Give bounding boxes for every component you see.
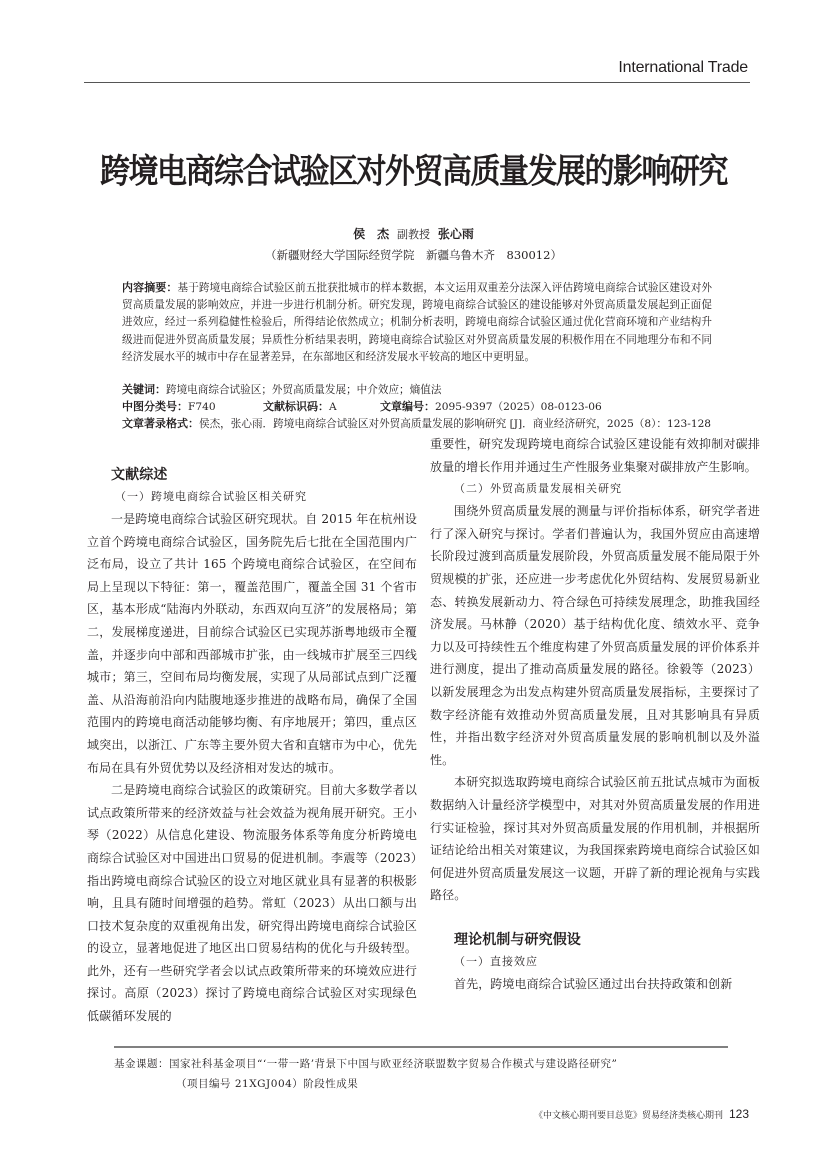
abstract xyxy=(122,279,712,366)
author-name: 侯 杰 xyxy=(353,227,390,241)
classification-line xyxy=(122,398,722,416)
paragraph: 首先，跨境电商综合试验区通过出台扶持政策和创新 xyxy=(454,976,733,991)
section-heading: 理论机制与研究假设 xyxy=(454,931,581,948)
author-rank: 副教授 xyxy=(397,228,430,241)
section-label: International Trade xyxy=(618,59,748,76)
paragraph: 本研究拟选取跨境电商综合试验区前五批试点城市为面板数据纳入计量经济学模型中，对其对外贸高质量发展的作用进行实证检验，探讨其对外贸高质量发展的作用机制，并根据所证结论给出相关对策建议，为我国探索跨境电商综合试验区如何促进外贸高质量发展这一议题，开辟了新的理论视角与实践路径。 xyxy=(430,775,760,903)
left-column xyxy=(87,464,417,1028)
affiliation: （新疆财经大学国际经贸学院 新疆乌鲁木齐 830012） xyxy=(265,248,562,262)
paragraph: 重要性，研究发现跨境电商综合试验区建设能有效抑制对碳排放量的增长作用并通过生产性服务业集聚对碳排放产生影响。 xyxy=(430,437,760,474)
paragraph: 一是跨境电商综合试验区研究现状。自 2015 年在杭州设立首个跨境电商综合试验区，国务院先后七批在全国范围内广泛布局，设立了共计 165 个跨境电商综合试验区，在空间布局上呈现以下特征：第一，覆盖范围广，覆盖全国 31 个省市区，基本形成“陆海内外联动，东西双向互济”的发展格局；第二，发展梯度递进，目前综合试验区已实现苏浙粤地级市全覆盖，并逐步向中部和西部城市扩张，由一线城市扩展至三四线城市；第三，空间布局均衡发展，实现了从局部试点到广泛覆盖、从沿海前沿向内陆腹地逐步推进的战略布局，确保了全国范围内的跨境电商活动能够均衡、有序地展开；第四，重点区域突出，以浙江、广东等主要外贸大省和直辖市为中心，优先布局在具有外贸优势以及经济相对发达的城市。 xyxy=(87,512,417,775)
running-header xyxy=(84,58,750,83)
author-line xyxy=(0,225,827,242)
subsection-heading: （一）跨境电商综合试验区相关研究 xyxy=(115,490,307,503)
abstract-label: 内容摘要： xyxy=(122,281,178,294)
funding-note xyxy=(114,1054,617,1094)
page-number: 123 xyxy=(728,1107,749,1121)
page-footer xyxy=(534,1107,749,1121)
paragraph: 围绕外贸高质量发展的测量与评价指标体系，研究学者进行了深入研究与探讨。学者们普遍认为，我国外贸应由高速增长阶段过渡到高质量发展阶段，外贸高质量发展不能局限于外贸规模的扩张，还应进一步考虑优化外贸结构、发展贸易新业态、转换发展新动力、符合绿色可持续发展理念，助推我国经济发展。马林静（2020）基于结构优化度、绩效水平、竞争力以及可持续性五个维度构建了外贸高质量发展的评价体系并进行测度，提出了推动高质量发展的路径。徐毅等（2023）以新发展理念为出发点构建外贸高质量发展指标，主要探讨了数字经济能有效推动外贸高质量发展，且对其影响具有异质性，并指出数字经济对外贸高质量发展的影响机制以及外溢性。 xyxy=(430,504,760,767)
clc-value: F740 xyxy=(188,401,216,413)
article-title: 跨境电商综合试验区对外贸高质量发展的影响研究 xyxy=(100,152,727,192)
article-no-label: 文章编号： xyxy=(380,400,435,413)
abstract-text: 基于跨境电商综合试验区前五批获批城市的样本数据，本文运用双重差分法深入评估跨境电商综合试验区建设对外贸高质量发展的影响效应，并进一步进行机制分析。研究发现，跨境电商综合试验区的建设能够对外贸高质量发展起到正面促进效应，经过一系列稳健性检验后，所得结论依然成立；机制分析表明，跨境电商综合试验区通过优化营商环境和产业结构升级进而促进外贸高质量发展；异质性分析结果表明，跨境电商综合试验区对外贸高质量发展的积极作用在不同地理分布和不同经济发展水平的城市中存在显著差异，在东部地区和经济发展水平较高的地区中更明显。 xyxy=(122,282,713,363)
subsection-heading: （一）直接效应 xyxy=(454,954,538,968)
footnote-divider xyxy=(114,1046,728,1048)
paragraph: 二是跨境电商综合试验区的政策研究。目前大多数学者以试点政策所带来的经济效益与社会效益为视角展开研究。王小琴（2022）从信息化建设、物流服务体系等角度分析跨境电商综合试验区对中国进出口贸易的促进机制。李震等（2023）指出跨境电商综合试验区的设立对地区就业具有显著的积极影响，且具有随时间增强的趋势。常虹（2023）从出口额与出口技术复杂度的双重视角出发，研究得出跨境电商综合试验区的设立，显著地促进了地区出口贸易结构的优化与升级转型。此外，还有一些研究学者会以试点政策所带来的环境效应进行探讨。高原（2023）探讨了跨境电商综合试验区对实现绿色低碳循环发展的 xyxy=(87,783,417,1024)
article-no-value: 2095-9397（2025）08-0123-06 xyxy=(435,401,602,413)
keywords-text: 跨境电商综合试验区；外贸高质量发展；中介效应；熵值法 xyxy=(166,384,442,396)
citation-line xyxy=(122,415,717,433)
citation-text: 侯杰，张心雨．跨境电商综合试验区对外贸高质量发展的影响研究 [J]．商业经济研究，2025（8）：123-128 xyxy=(199,418,712,430)
funding-line: 基金课题：国家社科基金项目“‘一带一路’背景下中国与欧亚经济联盟数字贸易合作模式与建设路径研究” xyxy=(114,1058,618,1070)
keywords-label: 关键词： xyxy=(122,383,166,396)
section-heading: 文献综述 xyxy=(111,467,168,483)
subsection-heading: （二）外贸高质量发展相关研究 xyxy=(454,482,622,496)
funding-line: （项目编号 21XGJ004）阶段性成果 xyxy=(176,1078,359,1090)
keywords-line xyxy=(122,381,722,399)
citation-label: 文章著录格式： xyxy=(122,417,199,430)
journal-note: 《中文核心期刊要目总览》贸易经济类核心期刊 xyxy=(533,1111,723,1121)
author-name: 张心雨 xyxy=(437,227,474,241)
doc-code-label: 文献标识码： xyxy=(263,400,329,413)
right-column xyxy=(430,433,760,995)
doc-code-value: A xyxy=(329,401,337,413)
clc-label: 中图分类号： xyxy=(122,400,188,413)
